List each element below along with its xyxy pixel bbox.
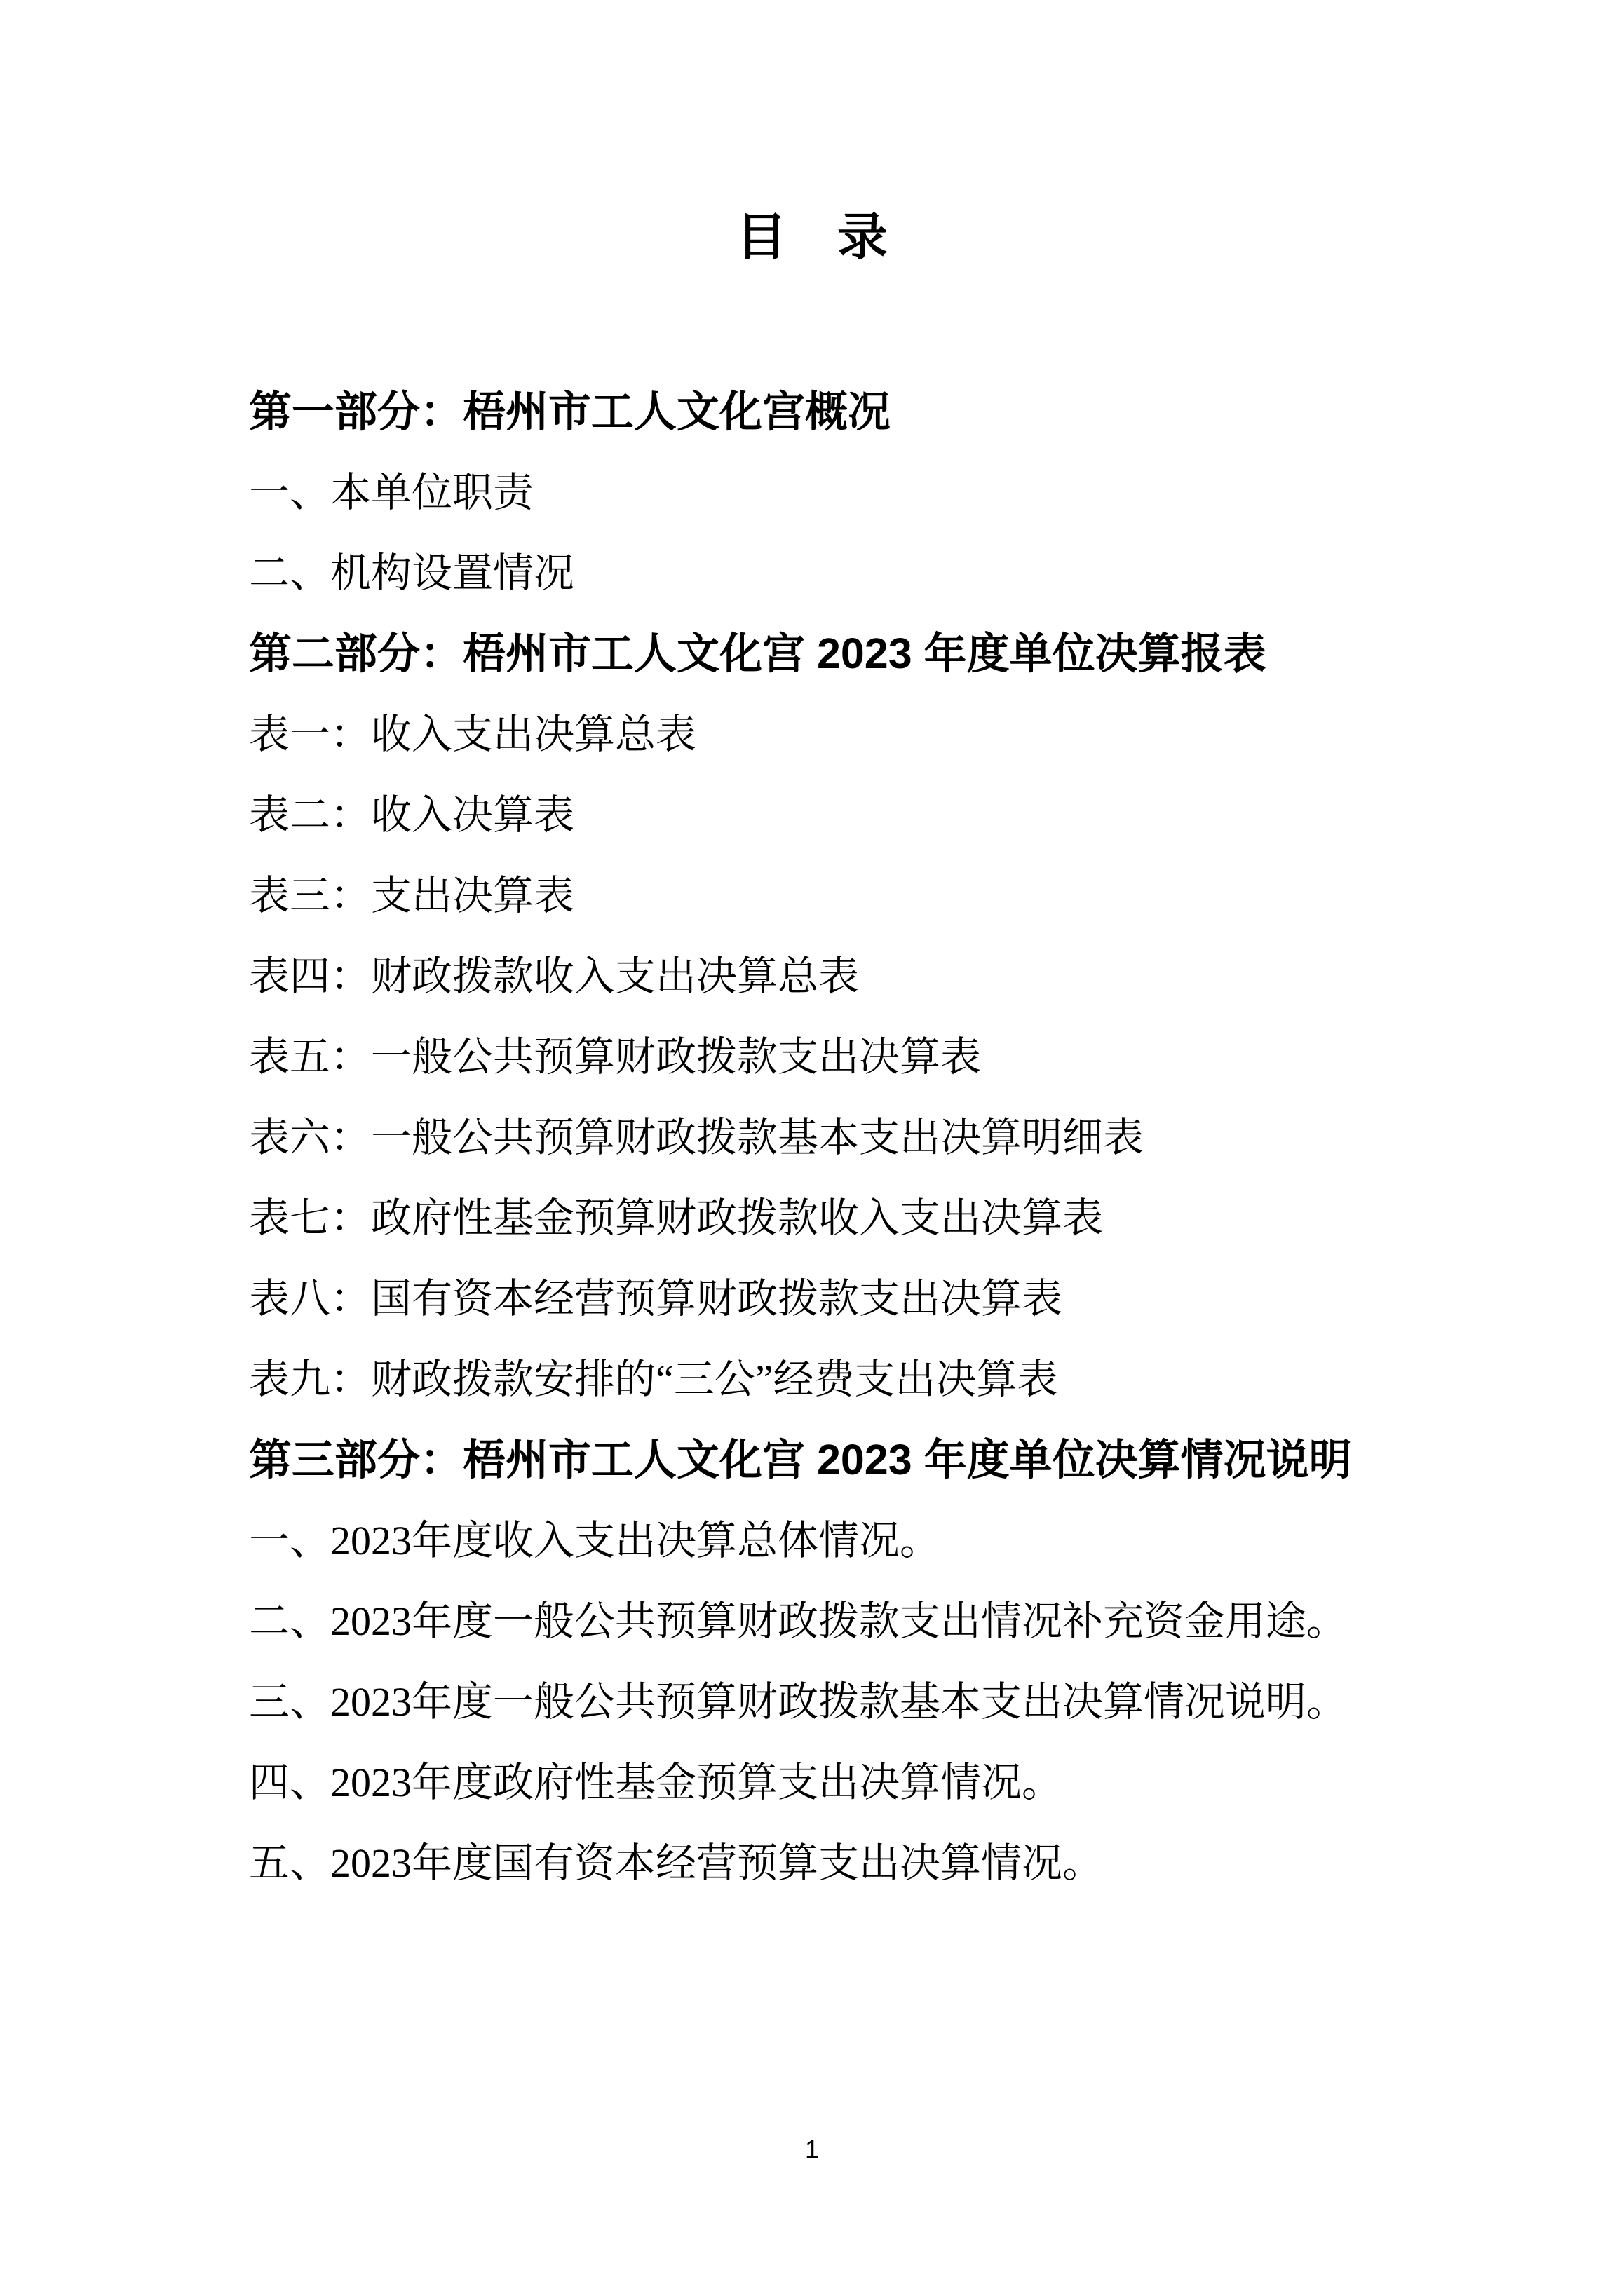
toc-item: 表七：政府性基金预算财政拨款收入支出决算表 — [249, 1195, 1104, 1241]
toc-item: 表四：财政拨款收入支出决算总表 — [249, 953, 860, 999]
toc-item: 一、2023年度收入支出决算总体情况。 — [249, 1517, 941, 1563]
page-title: 目 录 — [736, 210, 888, 266]
page-number: 1 — [804, 2135, 820, 2163]
toc-item: 五、2023年度国有资本经营预算支出决算情况。 — [249, 1840, 1104, 1886]
toc-heading-part-2: 第二部分：梧州市工人文化宫 2023 年度单位决算报表 — [249, 630, 1266, 677]
toc-item: 二、2023年度一般公共预算财政拨款支出情况补充资金用途。 — [249, 1598, 1348, 1644]
toc-item: 表九：财政拨款安排的“三公”经费支出决算表 — [249, 1356, 1058, 1402]
toc-item: 四、2023年度政府性基金预算支出决算情况。 — [249, 1759, 1063, 1805]
toc-item: 二、机构设置情况 — [249, 550, 575, 596]
toc-item: 表五：一般公共预算财政拨款支出决算表 — [249, 1033, 982, 1080]
toc-item: 表一：收入支出决算总表 — [249, 711, 697, 757]
toc-item: 三、2023年度一般公共预算财政拨款基本支出决算情况说明。 — [249, 1678, 1348, 1725]
toc-item: 表二：收入决算表 — [249, 792, 575, 838]
toc-heading-part-1: 第一部分：梧州市工人文化宫概况 — [249, 388, 891, 435]
toc-item: 表三：支出决算表 — [249, 872, 575, 918]
toc-item: 表八：国有资本经营预算财政拨款支出决算表 — [249, 1275, 1063, 1322]
toc-item: 表六：一般公共预算财政拨款基本支出决算明细表 — [249, 1114, 1144, 1160]
table-of-contents — [249, 372, 1414, 1903]
toc-item: 一、本单位职责 — [249, 469, 534, 515]
toc-heading-part-3: 第三部分：梧州市工人文化宫 2023 年度单位决算情况说明 — [249, 1436, 1352, 1483]
